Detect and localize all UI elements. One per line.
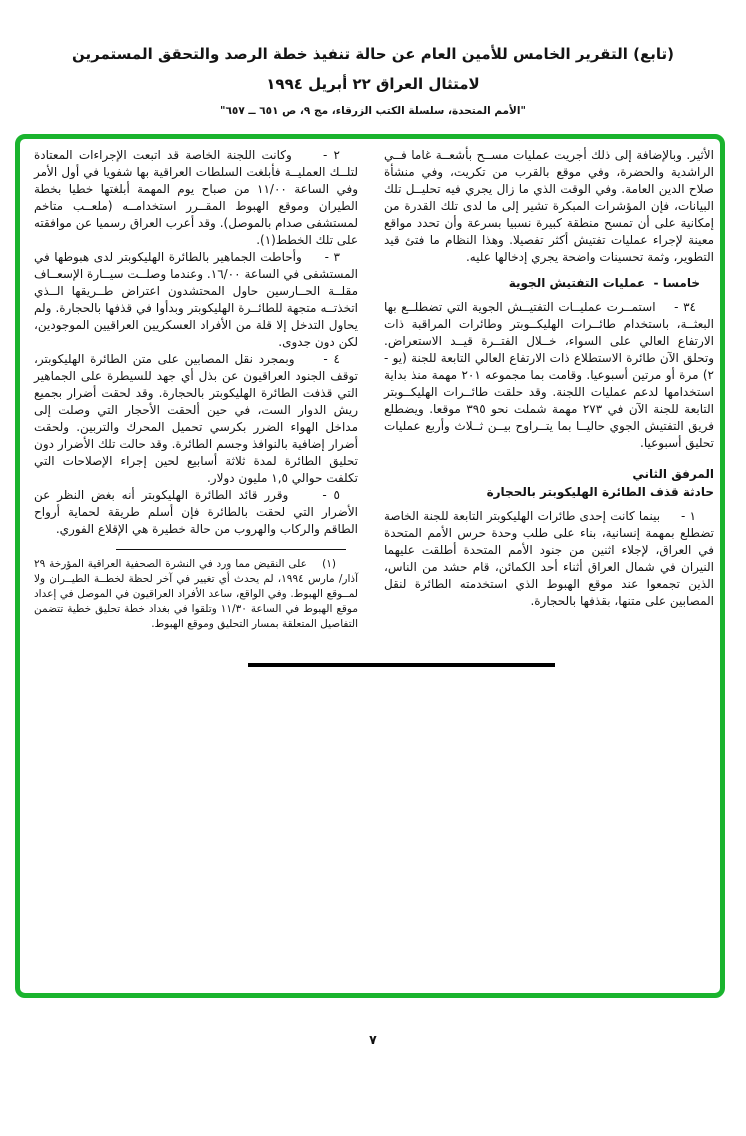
paragraph-34: ٣٤ - استمــرت عمليــات التفتيــش الجوية التي تضطلــع بها البعثــة، باستخدام طائــرات الهليكــوبتر وطائرات المراقبة ذات الارتفاع العالي على السواء، خــلال الفتــرة قيــد الاستعراض. وتحلق الآن طائرة الاستطلاع ذات الارتفاع العالي التابعة للجنة (يو - ٢) مرة أو مرتين أسبوعيا. وقامت بما مجموعه ٢٠١ مهمة منذ بداية استخدامها لدعم عمليات اللجنة. وقد حلقت طائــرات الهليكــوبتر التابعة للجنة الآن في ٢٧٣ مهمة شملت نحو ٣٩٥ موقعا. ويضطلع فريق التفتيش الجوي حاليــا بما يتــراوح بيــن ثــلاث وأربع عمليات تحليق أسبوعيا. — [384, 300, 715, 450]
paragraph-continuation: الأثير. وبالإضافة إلى ذلك أجريت عمليات مســح بأشعــة غاما فــي الراشدية والحضرة، وفي موقع بالقرب من تكريت، وفي منشأة صلاح الدين العامة. وفي الوقت الذي ما زال يجري فيه تحليــل تلك البيانات، فإن المؤشرات المبكرة تشير إلى ما لدى تلك القدرة من إمكانية على أن تمسح منطقة كبيرة نسبيا بسرعة وأن تحدد مواقع معينة لإجراء عمليات تفتيش أكثر تفصيلا. وهذا النظام ما فتئ قيد التطوير، وثمة تحسينات واضحة يجري إدخالها عليه. — [384, 148, 714, 264]
paragraph-3: ٣ - وأحاطت الجماهير بالطائرة الهليكوبتر لدى هبوطها في المستشفى في الساعة ١٦/٠٠. وعندما وصلــت سيــارة الإسعــاف مقلــة الحــارسين حاول المحتشدون اعتراض طــريقها الــذي اتخذتــه متجهة للطائــرة الهليكوبتر وبدأوا في قذفها بالحجارة. ولم يحاول التدخل إلا قلة من الأفراد العسكريين العراقيين الموجودين، لكن دون جدوى. — [34, 250, 358, 349]
source-citation: "الأمم المتحدة، سلسلة الكتب الزرقاء، مج ٩، ص ٦٥١ ــ ٦٥٧" — [220, 105, 526, 117]
paragraph-5: ٥ - وقرر قائد الطائرة الهليكوبتر أنه بغض النظر عن الأضرار التي لحقت بالطائرة فإن أسلم طريقة لحماية أرواح الطاقم والركاب والهروب من حالة خطيرة هي الإقلاع الفوري. — [34, 488, 358, 536]
page-number: ٧ — [369, 1032, 377, 1047]
section-heading-aerial-inspections: خامسا - عمليات التفتيش الجوية — [508, 276, 700, 290]
document-header — [0, 44, 746, 118]
report-date-line: لامتثال العراق ٢٢ أبريل ١٩٩٤ — [266, 75, 480, 93]
column-right — [384, 147, 714, 610]
highlight-border-box — [15, 134, 725, 998]
annex-ii-subheading: حادثة قذف الطائرة الهليكوبتر بالحجارة — [486, 485, 714, 499]
paragraph-1: ١ - بينما كانت إحدى طائرات الهليكوبتر التابعة للجنة الخاصة تضطلع بمهمة إنسانية، بناء على طلب وحدة حرس الأمم المتحدة في العراق، لإجلاء اثنين من جنود الأمم المتحدة أطلقت عليهما النيران في شمال العراق أثناء أحد الكمائن، قام حشد من الناس، الذين تجمعوا عند موقع الهبوط الذي استخدمته الطائرة لنقل المصابين على متنها، بقذفها بالحجارة. — [384, 509, 714, 608]
annex-ii-heading: المرفق الثاني — [632, 467, 714, 481]
paragraph-4: ٤ - وبمجرد نقل المصابين على متن الطائرة الهليكوبتر، توقف الجنود العراقيون عن بذل أي جهد للسيطرة على الجماهير التي قذفت الطائرة الهليكوبتر بالحجارة. وقد لحقت أضرار بجميع ريش الدوار الست، في حين ألحقت الأحجار التي وصلت إلى مداخل الهواء الضرر بكرسي تحميل المحرك والتربين. ولحقت أضرار إضافية بالنوافذ وجسم الطائرة. وقد حالت تلك الأضرار دون تحليق الطائرة لمدة ثلاثة أسابيع لحين إجراء الإصلاحات التي تكلفت حوالي ١,٥ مليون دولار. — [34, 352, 358, 485]
end-of-text-bar — [248, 663, 555, 667]
column-left — [34, 147, 358, 632]
footnote-separator — [116, 549, 346, 550]
report-title: (تابع) التقرير الخامس للأمين العام عن حالة تنفيذ خطة الرصد والتحقق المستمرين — [72, 45, 674, 63]
paragraph-2: ٢ - وكانت اللجنة الخاصة قد اتبعت الإجراءات المعتادة لتلــك العمليــة فأبلغت السلطات العراقية بها شفويا في أول الأمر وفي الساعة ١١/٠٠ من صباح يوم المهمة أبلغتها خطيا بخطة الطيران وموقع الهبوط المقــرر استخدامــه (ملعــب متاخم لمستشفى صدام بالموصل). وقد أعرب العراق رسميا عن موافقته على تلك الخطط(١). — [34, 148, 358, 247]
footnote-1: (١) على النقيض مما ورد في النشرة الصحفية العراقية المؤرخة ٢٩ آذار/ مارس ١٩٩٤، لم يحدث أي تغيير في آخر لحظة لخطــة الطيــران ولا لمــوقع الهبوط. وفي الواقع، ساعد الأفراد العراقيون في الموصل في إعداد موقع الهبوط في الساعة ١١/٣٠ وتلقوا في بغداد خطة تحليق خطية تتضمن التفاصيل المتعلقة بمسار التحليق وموقع الهبوط. — [34, 558, 358, 630]
